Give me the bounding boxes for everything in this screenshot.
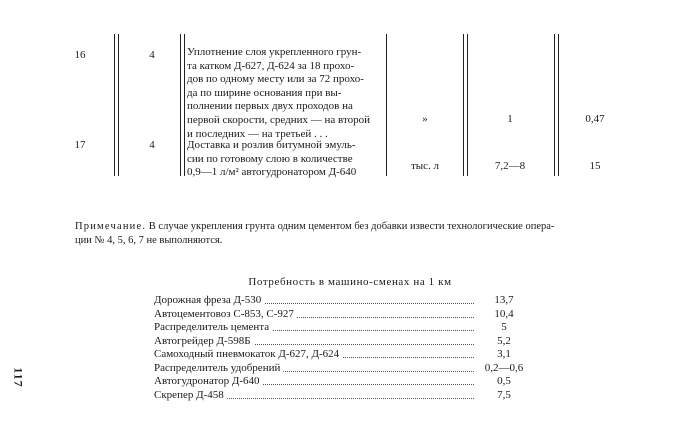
machine-value: 10,4 xyxy=(494,307,514,320)
row-16-line-5: полнении первых двух проходов на xyxy=(187,100,353,113)
note xyxy=(75,220,635,248)
machine-name: Автоцементовоз С-853, С-927 xyxy=(154,308,297,322)
list-item xyxy=(154,335,534,349)
machine-value: 0,5 xyxy=(497,375,511,387)
needs-list xyxy=(154,294,534,402)
machine-name: Распределитель удобрений xyxy=(154,362,283,376)
machine-name: Самоходный пневмокаток Д-627, Д-624 xyxy=(154,348,342,362)
machine-value: 7,5 xyxy=(497,388,511,401)
row-16-grade: 4 xyxy=(149,49,155,61)
page-number: 117 xyxy=(11,367,26,388)
row-16-line-7: и последних — на третьей . . . xyxy=(187,127,328,140)
machine-name: Дорожная фреза Д-530 xyxy=(154,294,264,308)
row-16-line-6: первой скорости, средних — на второй xyxy=(187,113,371,126)
row-16-quantity: 1 xyxy=(507,113,513,125)
list-item xyxy=(154,321,534,335)
row-17-number: 17 xyxy=(74,139,86,151)
row-17-line-3: 0,9—1 л/м² автогудронатором Д-640 xyxy=(187,166,357,179)
note-line-1 xyxy=(75,220,635,234)
row-16-line-4: да по ширине основания при вы- xyxy=(187,86,342,99)
row-17-quantity: 7,2—8 xyxy=(494,160,526,172)
row-17-norm: 15 xyxy=(589,160,601,172)
list-item xyxy=(154,308,534,322)
list-item xyxy=(154,362,534,376)
machine-value: 3,1 xyxy=(497,348,511,360)
machine-name: Распределитель цемента xyxy=(154,321,272,335)
note-text-2: ции № 4, 5, 6, 7 не выполняются. xyxy=(75,235,223,246)
row-16-number: 16 xyxy=(74,49,86,61)
row-16-norm: 0,47 xyxy=(585,113,605,125)
table-rule-2 xyxy=(118,34,119,176)
row-17-grade: 4 xyxy=(149,139,155,151)
row-16-line-3: дов по одному месту или за 72 прохо- xyxy=(187,73,364,86)
table-rule-3 xyxy=(180,34,181,176)
table-rule-1 xyxy=(114,34,115,176)
table-rule-8 xyxy=(554,34,555,176)
row-16-operation xyxy=(187,46,379,141)
machine-value: 5,2 xyxy=(497,334,511,347)
machine-value: 5 xyxy=(501,321,507,333)
table-rule-7 xyxy=(467,34,468,176)
note-text-1: В случае укрепления грунта одним цементом без добавки извести технологические опера- xyxy=(148,221,555,232)
row-16-unit: » xyxy=(422,113,428,125)
list-item xyxy=(154,294,534,308)
row-17-operation xyxy=(187,139,379,180)
table-rule-5 xyxy=(386,34,387,176)
row-17-line-1: Доставка и розлив битумной эмуль- xyxy=(187,139,356,151)
row-17-line-2: сии по готовому слою в количестве xyxy=(187,152,353,165)
table-rule-6 xyxy=(463,34,464,176)
row-17-unit: тыс. л xyxy=(410,160,440,172)
table-rule-4 xyxy=(184,34,185,176)
list-item xyxy=(154,375,534,389)
machine-name: Автогудронатор Д-640 xyxy=(154,375,263,389)
machine-value: 0,2—0,6 xyxy=(484,361,524,374)
row-16-line-1: Уплотнение слоя укрепленного грун- xyxy=(187,46,362,58)
list-item xyxy=(154,348,534,362)
machine-value: 13,7 xyxy=(494,294,514,306)
row-16-line-2: та катком Д-627, Д-624 за 18 прохо- xyxy=(187,59,355,72)
machine-name: Скрепер Д-458 xyxy=(154,389,227,403)
note-label: Примечание. xyxy=(75,221,147,232)
machine-name: Автогрейдер Д-598Б xyxy=(154,335,254,349)
table-rule-9 xyxy=(558,34,559,176)
needs-title: Потребность в машино-сменах на 1 км xyxy=(248,276,452,288)
list-item xyxy=(154,389,534,403)
